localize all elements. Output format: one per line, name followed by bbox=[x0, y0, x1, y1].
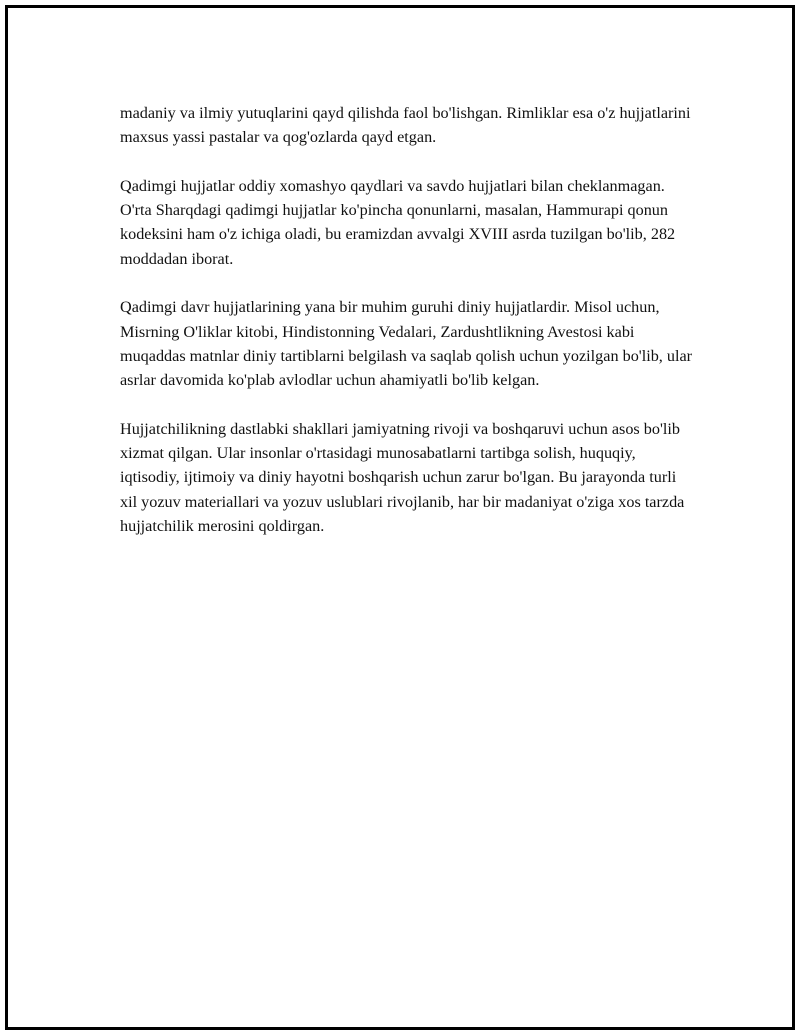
paragraph: Qadimgi davr hujjatlarining yana bir muhim guruhi diniy hujjatlardir. Misol uchun, Misrning O'liklar kitobi, Hindistonning Vedalari, Zardushtlikning Avestosi kabi muqaddas matnlar diniy tartiblarni belgilash va saqlab qolish uchun yozilgan bo'lib, ular asrlar davomida ko'plab avlodlar uchun ahamiyatli bo'lib kelgan. bbox=[120, 298, 693, 390]
paragraph: Qadimgi hujjatlar oddiy xomashyo qaydlari va savdo hujjatlari bilan cheklanmagan. O'rta Sharqdagi qadimgi hujjatlar ko'pincha qonunlarni, masalan, Hammurapi qonun kodeksini ham o'z ichiga oladi, bu eramizdan avvalgi XVIII asrda tuzilgan bo'lib, 282 moddadan iborat. bbox=[120, 176, 676, 268]
document-page bbox=[5, 5, 795, 1030]
document-body bbox=[120, 101, 695, 563]
paragraph: madaniy va ilmiy yutuqlarini qayd qilishda faol bo'lishgan. Rimliklar esa o'z hujjatlarini maxsus yassi pastalar va qog'ozlarda qayd etgan. bbox=[120, 104, 691, 147]
paragraph: Hujjatchilikning dastlabki shakllari jamiyatning rivoji va boshqaruvi uchun asos bo'lib xizmat qilgan. Ular insonlar o'rtasidagi munosabatlarni tartibga solish, huquqiy, iqtisodiy, ijtimoiy va diniy hayotni boshqarish uchun zarur bo'lgan. Bu jarayonda turli xil yozuv materiallari va yozuv uslublari rivojlanib, har bir madaniyat o'ziga xos tarzda hujjatchilik merosini qoldirgan. bbox=[120, 419, 685, 536]
